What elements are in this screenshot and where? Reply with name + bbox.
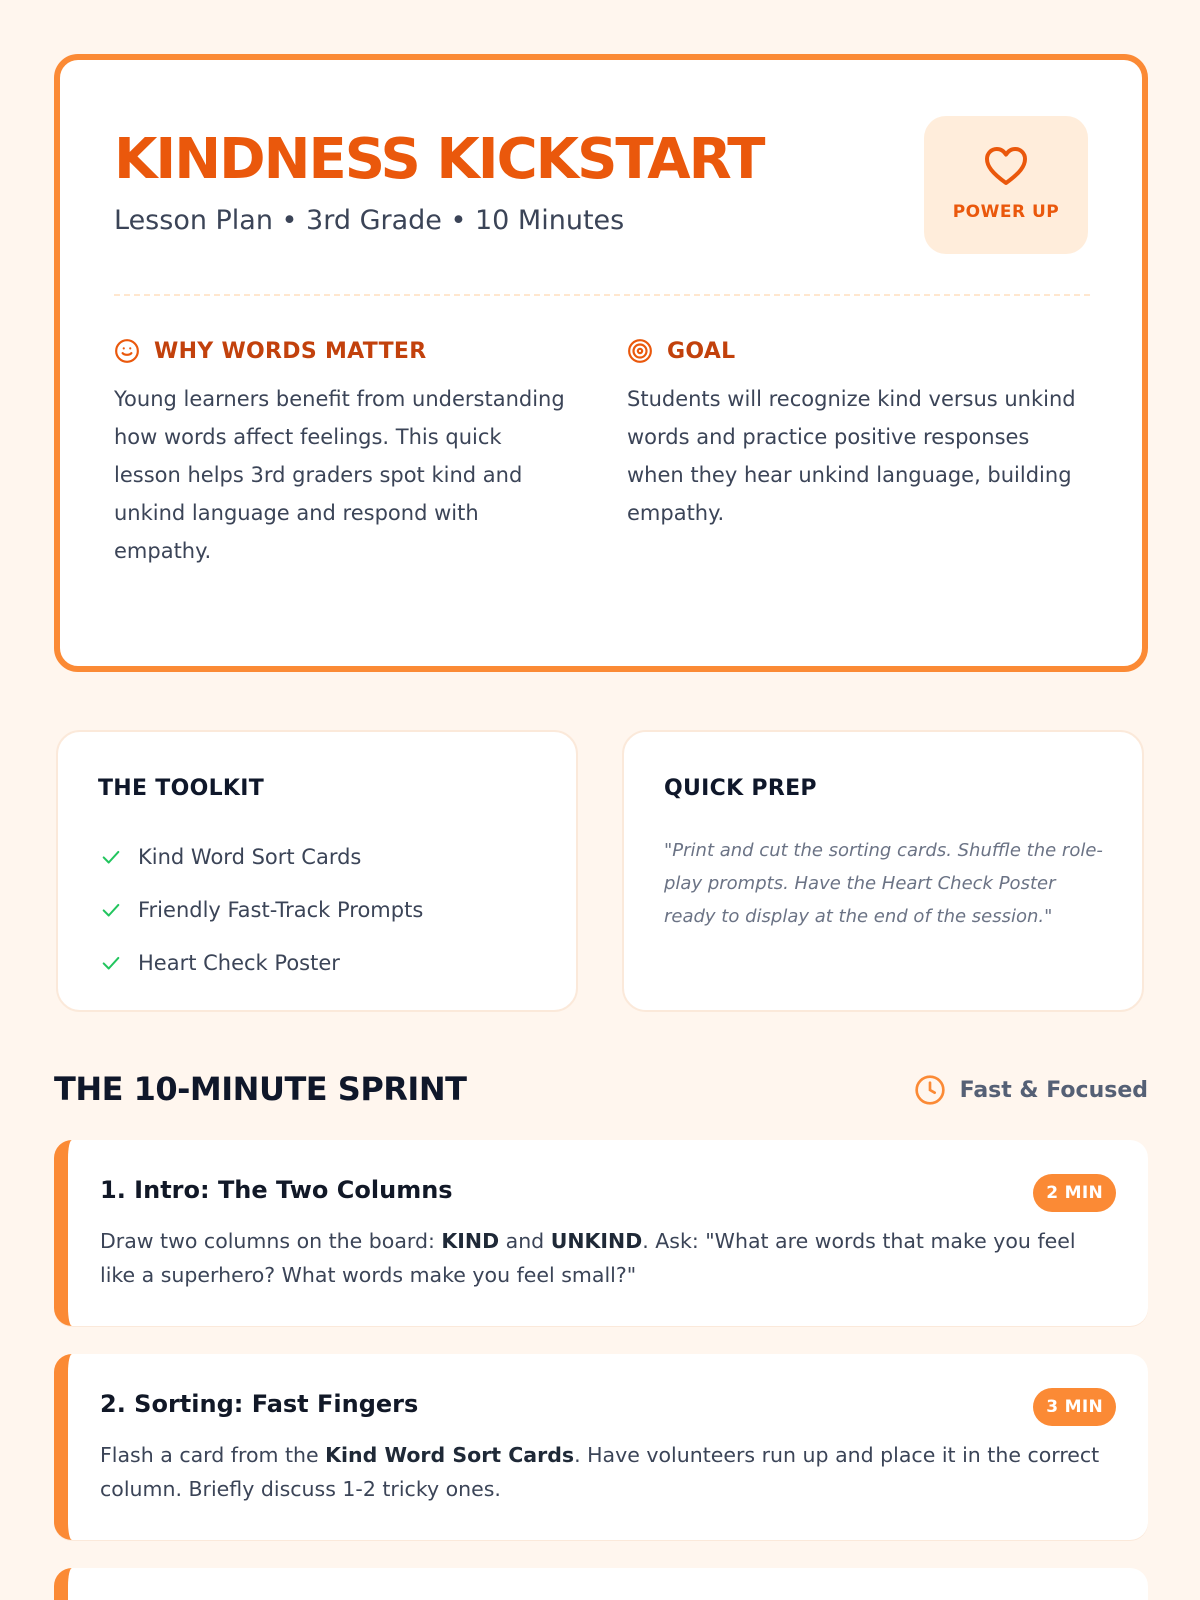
- toolkit-title: THE TOOLKIT: [98, 776, 265, 801]
- list-item: [98, 883, 423, 936]
- duration-badge: 3 MIN: [1033, 1388, 1116, 1426]
- why-body: Young learners benefit from understanding how words affect feelings. This quick lesson helps 3rd graders spot kind and unkind language and respond with empathy.: [114, 387, 565, 563]
- check-icon: [98, 846, 124, 868]
- quick-prep-text: "Print and cut the sorting cards. Shuffle the role-play prompts. Have the Heart Check Poster ready to display at the end of the session.": [664, 840, 1103, 927]
- heart-icon: [980, 142, 1032, 190]
- sprint-meta: [914, 1074, 1148, 1106]
- step-body: Draw two columns on the board: KIND and UNKIND. Ask: "What are words that make you feel like a superhero? What words make you feel small?": [100, 1229, 1076, 1287]
- step-card: [54, 1354, 1148, 1540]
- toolkit-card: [56, 730, 578, 1012]
- quick-prep-title: QUICK PREP: [664, 776, 817, 801]
- goal-section: [627, 336, 1083, 532]
- emphasis-text: UNKIND: [550, 1229, 643, 1253]
- sprint-title: THE 10-MINUTE SPRINT: [54, 1070, 467, 1108]
- toolkit-item-label: Kind Word Sort Cards: [138, 844, 362, 869]
- smile-icon: [114, 338, 140, 364]
- list-item: [98, 936, 423, 989]
- page-title: KINDNESS KICKSTART: [114, 127, 764, 192]
- step-title: 2. Sorting: Fast Fingers: [100, 1390, 419, 1418]
- emphasis-text: Kind Word Sort Cards: [325, 1443, 575, 1467]
- step-card: [54, 1140, 1148, 1326]
- power-up-label: POWER UP: [952, 202, 1060, 222]
- goal-heading: GOAL: [667, 338, 736, 364]
- check-icon: [98, 899, 124, 921]
- hero-card: [54, 54, 1148, 672]
- target-icon: [627, 338, 653, 364]
- goal-body: Students will recognize kind versus unkind words and practice positive responses when they hear unkind language, building empathy.: [627, 387, 1076, 525]
- duration-badge: 2 MIN: [1033, 1174, 1116, 1212]
- divider: [114, 294, 1090, 296]
- toolkit-item-label: Heart Check Poster: [138, 950, 340, 975]
- step-body: Flash a card from the Kind Word Sort Cards. Have volunteers run up and place it in the correct column. Briefly discuss 1-2 tricky ones.: [100, 1443, 1100, 1501]
- sprint-meta-label: Fast & Focused: [959, 1077, 1148, 1103]
- why-words-matter-section: [114, 336, 570, 570]
- list-item: [98, 830, 423, 883]
- emphasis-text: KIND: [441, 1229, 500, 1253]
- quick-prep-card: [622, 730, 1144, 1012]
- power-up-badge: [924, 116, 1088, 254]
- why-heading: WHY WORDS MATTER: [154, 338, 427, 364]
- toolkit-item-label: Friendly Fast-Track Prompts: [138, 897, 424, 922]
- lesson-subtitle: Lesson Plan • 3rd Grade • 10 Minutes: [114, 205, 625, 236]
- step-card: [54, 1568, 1148, 1600]
- toolkit-list: [98, 830, 423, 989]
- check-icon: [98, 952, 124, 974]
- clock-icon: [914, 1074, 946, 1106]
- step-title: 1. Intro: The Two Columns: [100, 1176, 453, 1204]
